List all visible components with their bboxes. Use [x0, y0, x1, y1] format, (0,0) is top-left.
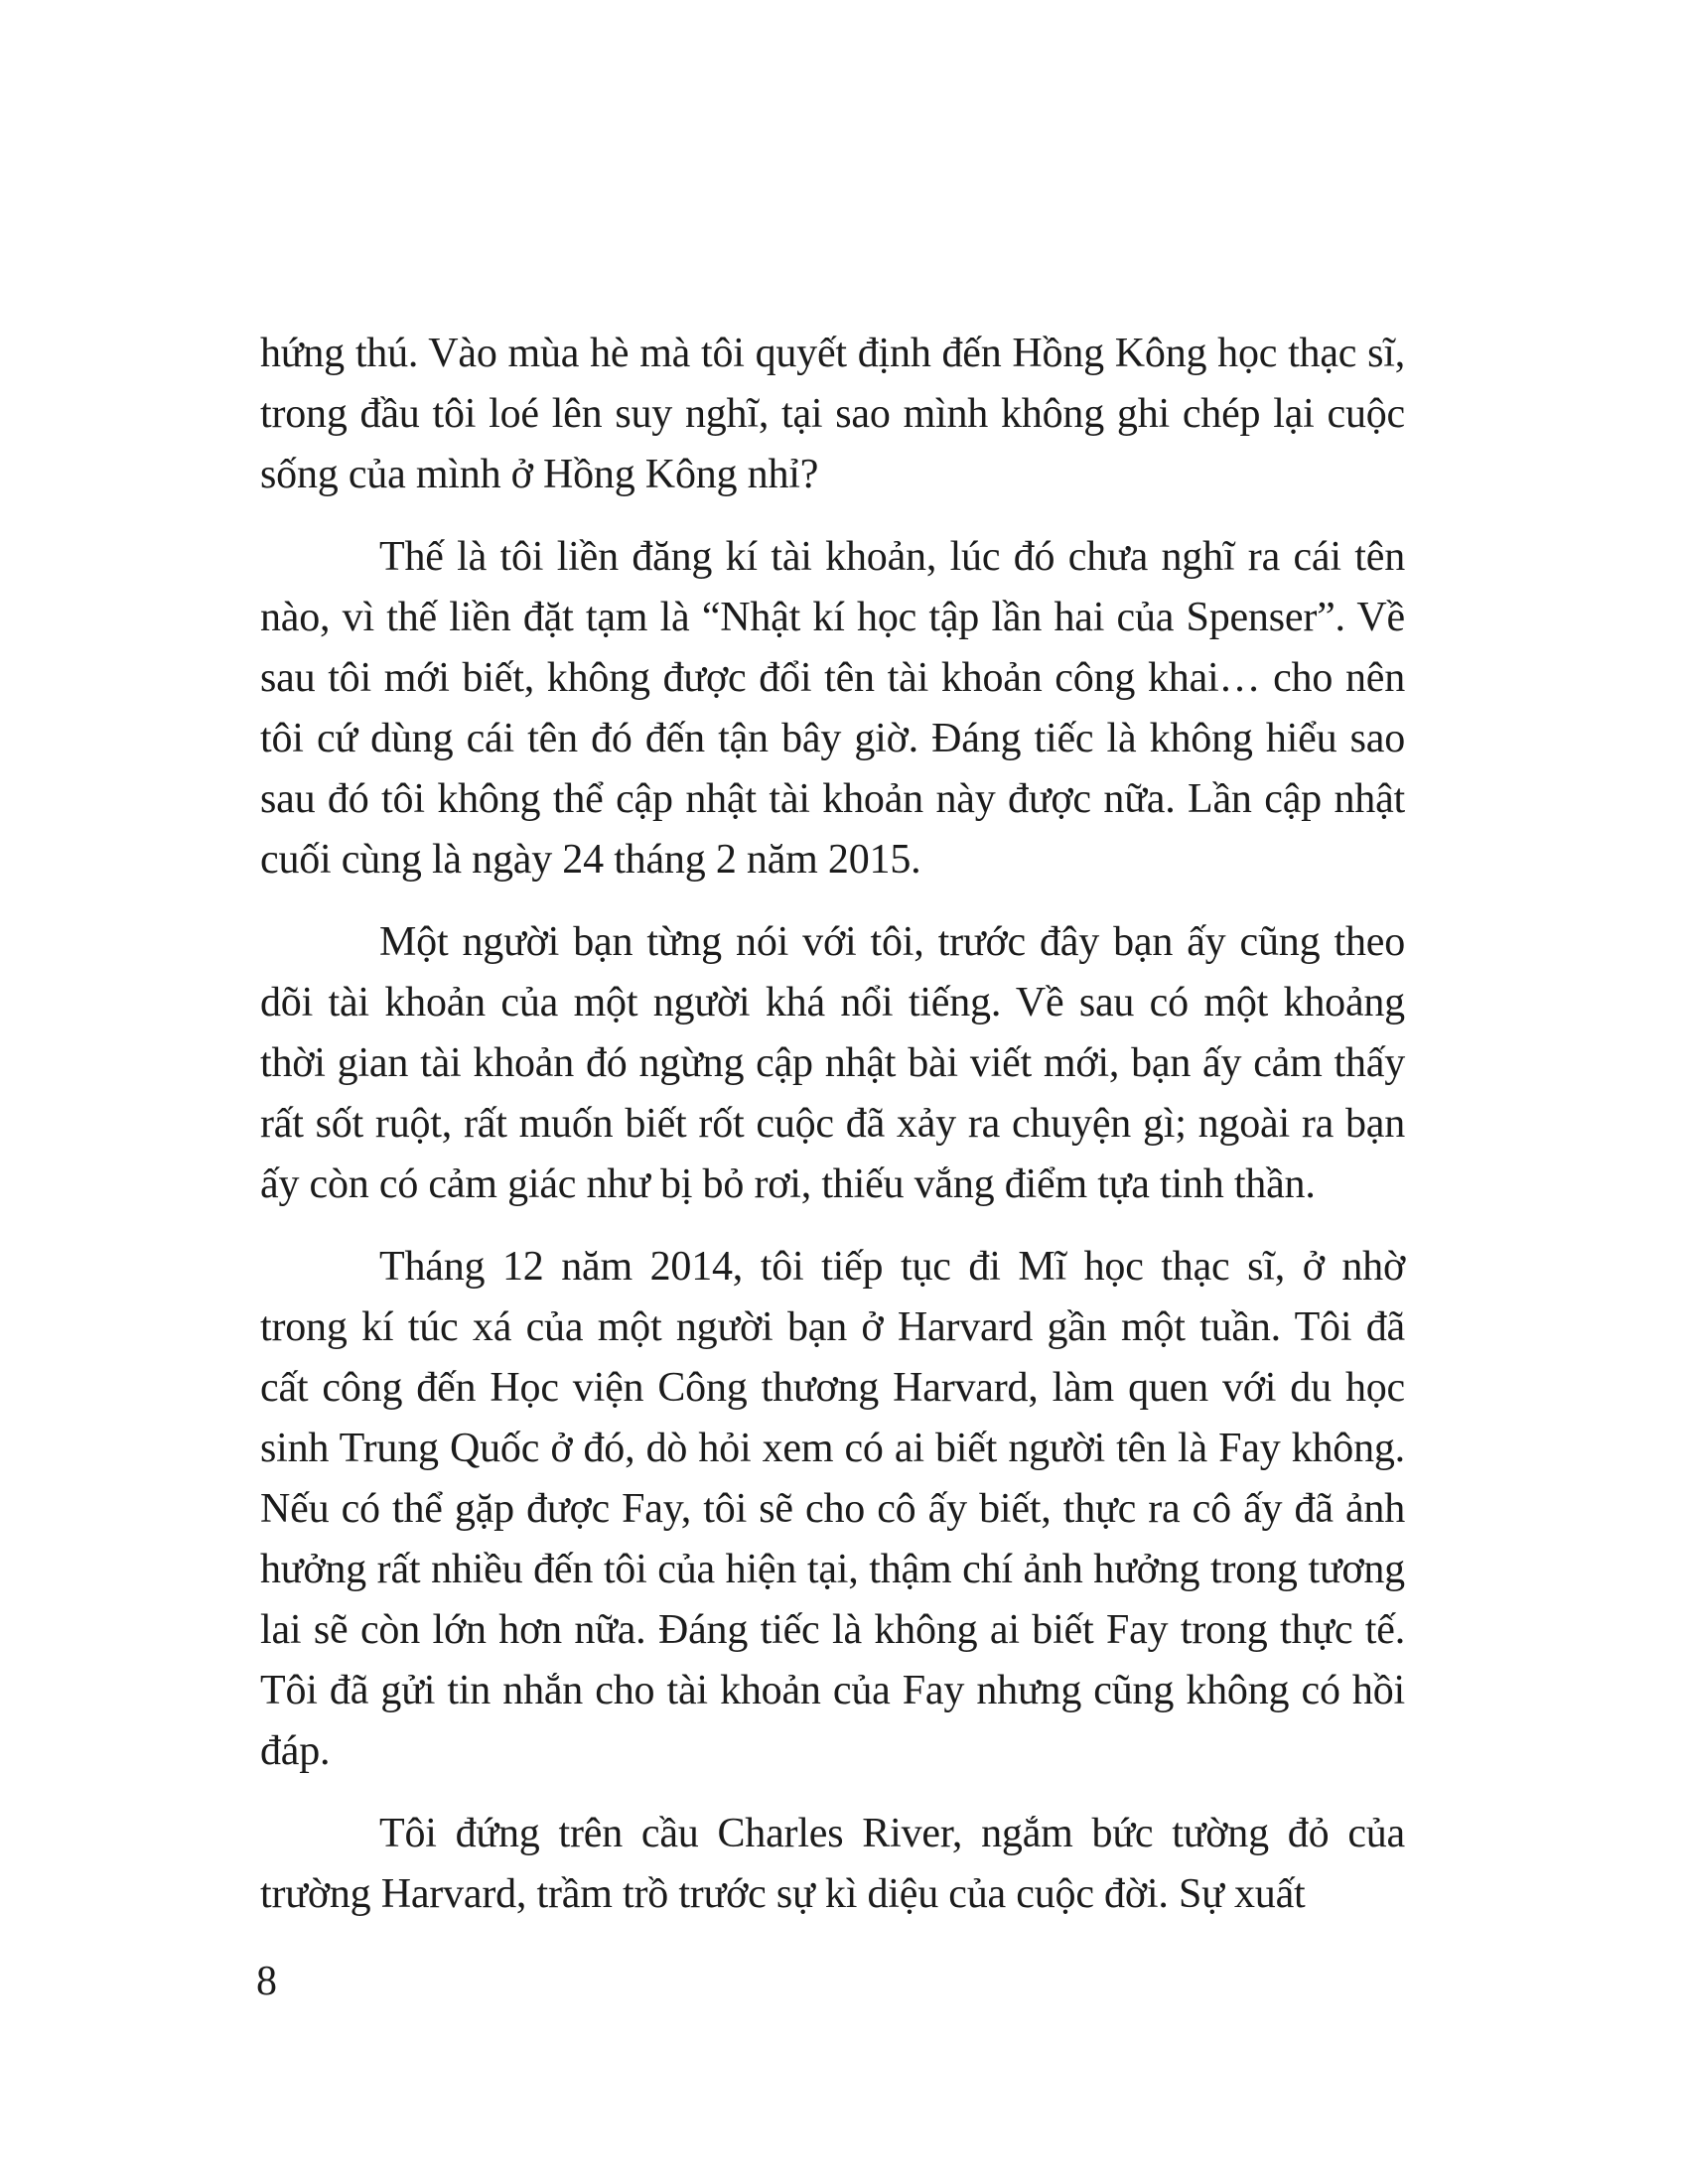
- paragraph: Tháng 12 năm 2014, tôi tiếp tục đi Mĩ học thạc sĩ, ở nhờ trong kí túc xá của một người bạn ở Harvard gần một tuần. Tôi đã cất công đến Học viện Công thương Harvard, làm quen với du học sinh Trung Quốc ở đó, dò hỏi xem có ai biết người tên là Fay không. Nếu có thể gặp được Fay, tôi sẽ cho cô ấy biết, thực ra cô ấy đã ảnh hưởng rất nhiều đến tôi của hiện tại, thậm chí ảnh hưởng trong tương lai sẽ còn lớn hơn nữa. Đáng tiếc là không ai biết Fay trong thực tế. Tôi đã gửi tin nhắn cho tài khoản của Fay nhưng cũng không có hồi đáp.: [260, 1244, 1405, 1774]
- paragraph: Thế là tôi liền đăng kí tài khoản, lúc đó chưa nghĩ ra cái tên nào, vì thế liền đặt tạm là “Nhật kí học tập lần hai của Spenser”. Về sau tôi mới biết, không được đổi tên tài khoản công khai… cho nên tôi cứ dùng cái tên đó đến tận bây giờ. Đáng tiếc là không hiểu sao sau đó tôi không thể cập nhật tài khoản này được nữa. Lần cập nhật cuối cùng là ngày 24 tháng 2 năm 2015.: [260, 534, 1405, 883]
- page-number: 8: [256, 1959, 277, 2004]
- paragraph: Một người bạn từng nói với tôi, trước đây bạn ấy cũng theo dõi tài khoản của một người khá nổi tiếng. Về sau có một khoảng thời gian tài khoản đó ngừng cập nhật bài viết mới, bạn ấy cảm thấy rất sốt ruột, rất muốn biết rốt cuộc đã xảy ra chuyện gì; ngoài ra bạn ấy còn có cảm giác như bị bỏ rơi, thiếu vắng điểm tựa tinh thần.: [260, 919, 1405, 1207]
- paragraph: hứng thú. Vào mùa hè mà tôi quyết định đến Hồng Kông học thạc sĩ, trong đầu tôi loé lên suy nghĩ, tại sao mình không ghi chép lại cuộc sống của mình ở Hồng Kông nhỉ?: [260, 331, 1405, 497]
- paragraph: Tôi đứng trên cầu Charles River, ngắm bức tường đỏ của trường Harvard, trầm trồ trước sự kì diệu của cuộc đời. Sự xuất: [260, 1811, 1405, 1917]
- body-text: [260, 324, 1405, 1925]
